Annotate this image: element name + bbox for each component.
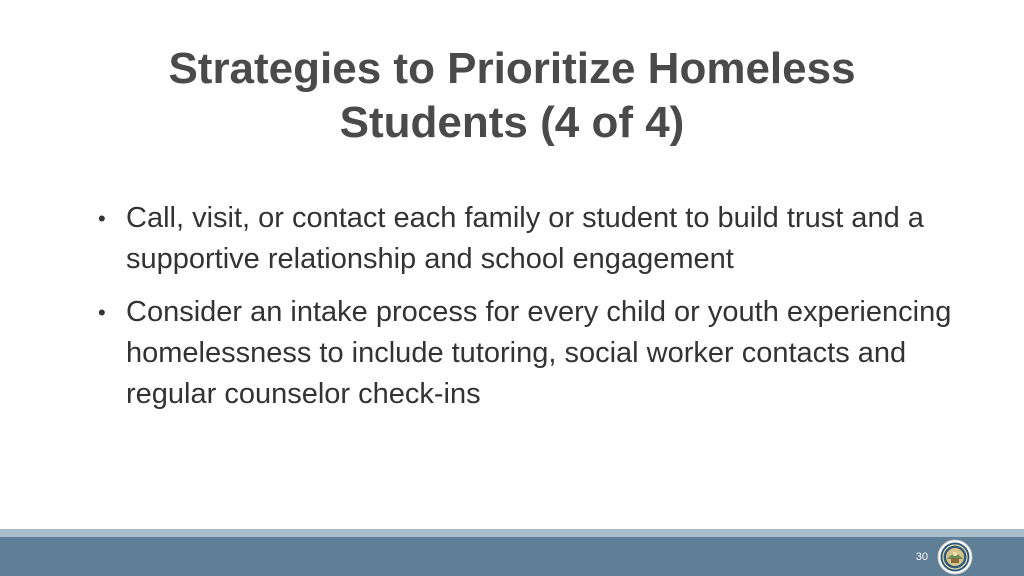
bullet-list bbox=[96, 198, 956, 427]
bullet-text: Call, visit, or contact each family or student to build trust and a supportive relationship and school engagement bbox=[126, 202, 924, 275]
bullet-text: Consider an intake process for every child or youth experiencing homelessness to include tutoring, social worker contacts and regular counselor check-ins bbox=[126, 296, 952, 410]
bullet-item bbox=[96, 292, 956, 415]
title-line-1: Strategies to Prioritize Homeless bbox=[168, 44, 856, 93]
page-number: 30 bbox=[915, 551, 928, 563]
footer-stripe bbox=[0, 529, 1024, 537]
bullet-item bbox=[96, 198, 956, 280]
seal-icon bbox=[937, 539, 973, 575]
bullet-marker: • bbox=[98, 206, 106, 231]
bullet-marker: • bbox=[98, 300, 106, 325]
footer-band bbox=[0, 537, 1024, 576]
title-line-2: Students (4 of 4) bbox=[339, 98, 685, 147]
slide-title bbox=[40, 42, 984, 150]
